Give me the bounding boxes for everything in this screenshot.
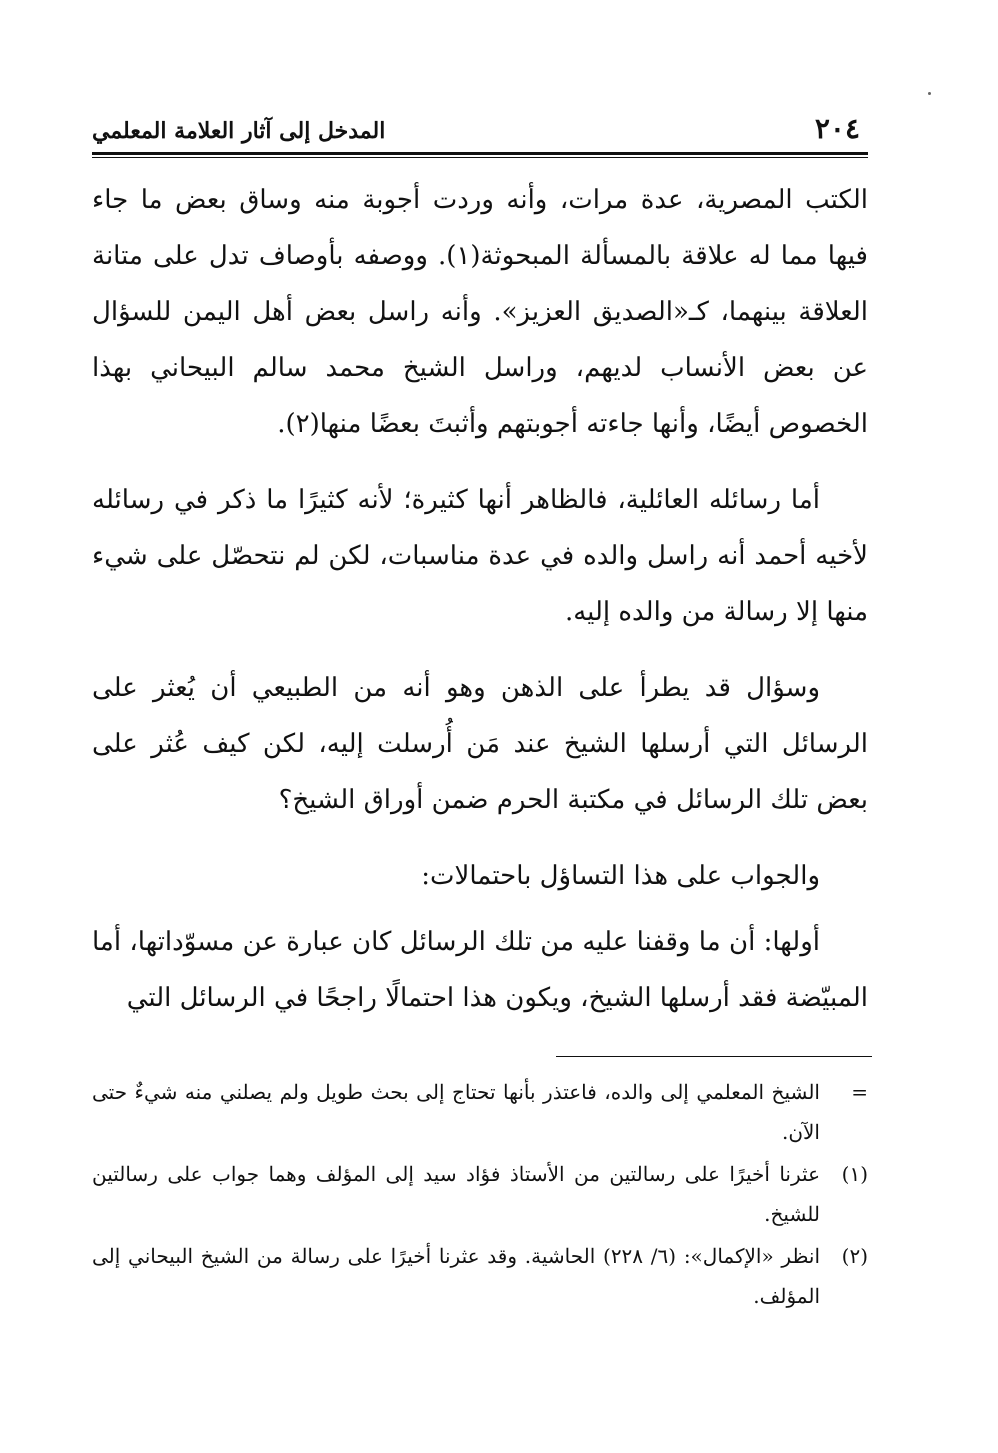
footnote-mark: = [851, 1080, 868, 1104]
footnote-mark: (٢) [841, 1244, 868, 1268]
footnotes [92, 1072, 868, 1318]
paragraph: وسؤال قد يطرأ على الذهن وهو أنه من الطبيعي أن يُعثر على الرسائل التي أرسلها الشيخ عند مَن أُرسلت إليه، لكن كيف عُثر على بعض تلك الرسائل في مكتبة الحرم ضمن أوراق الشيخ؟ [92, 673, 868, 815]
running-title: المدخل إلى آثار العلامة المعلمي [92, 118, 386, 144]
footnote-text: انظر «الإكمال»: (٦/ ٢٢٨) الحاشية. وقد عثرنا أخيرًا على رسالة من الشيخ البيحاني إلى المؤلف. [92, 1244, 820, 1308]
footnote-item [92, 1236, 868, 1316]
footnote-mark: (١) [841, 1162, 868, 1186]
paragraph: أولها: أن ما وقفنا عليه من تلك الرسائل كان عبارة عن مسوّداتها، أما المبيّضة فقد أرسلها الشيخ، ويكون هذا احتمالًا راجحًا في الرسائل التي [92, 927, 868, 1013]
footnote-item [92, 1154, 868, 1234]
paragraph: أما رسائله العائلية، فالظاهر أنها كثيرة؛ لأنه كثيرًا ما ذكر في رسائله لأخيه أحمد أنه راسل والده في عدة مناسبات، لكن لم نتحصّل على شيء منها إلا رسالة من والده إليه. [92, 485, 868, 627]
header-rule-thin [92, 157, 868, 158]
footnote-item [92, 1072, 868, 1152]
header-rule [92, 152, 868, 155]
scan-speck [928, 92, 931, 95]
page-number: ٢٠٤ [814, 112, 860, 145]
page-header [92, 112, 868, 154]
footnote-separator [556, 1056, 872, 1057]
main-text [92, 172, 868, 1046]
paragraph: والجواب على هذا التساؤل باحتمالات: [421, 861, 820, 891]
footnote-text: عثرنا أخيرًا على رسالتين من الأستاذ فؤاد سيد إلى المؤلف وهما جواب على رسالتين للشيخ. [92, 1162, 820, 1226]
paragraph: الكتب المصرية، عدة مرات، وأنه وردت أجوبة منه وساق بعض ما جاء فيها مما له علاقة بالمسألة المبحوثة(١). ووصفه بأوصاف تدل على متانة العلاقة بينهما، كـ«الصديق العزيز». وأنه راسل بعض أهل اليمن للسؤال عن بعض الأنساب لديهم، وراسل الشيخ محمد سالم البيحاني بهذا الخصوص أيضًا، وأنها جاءته أجوبتهم وأثبتَ بعضًا منها(٢). [92, 185, 868, 439]
footnote-text: الشيخ المعلمي إلى والده، فاعتذر بأنها تحتاج إلى بحث طويل ولم يصلني منه شيءٌ حتى الآن. [92, 1080, 820, 1144]
